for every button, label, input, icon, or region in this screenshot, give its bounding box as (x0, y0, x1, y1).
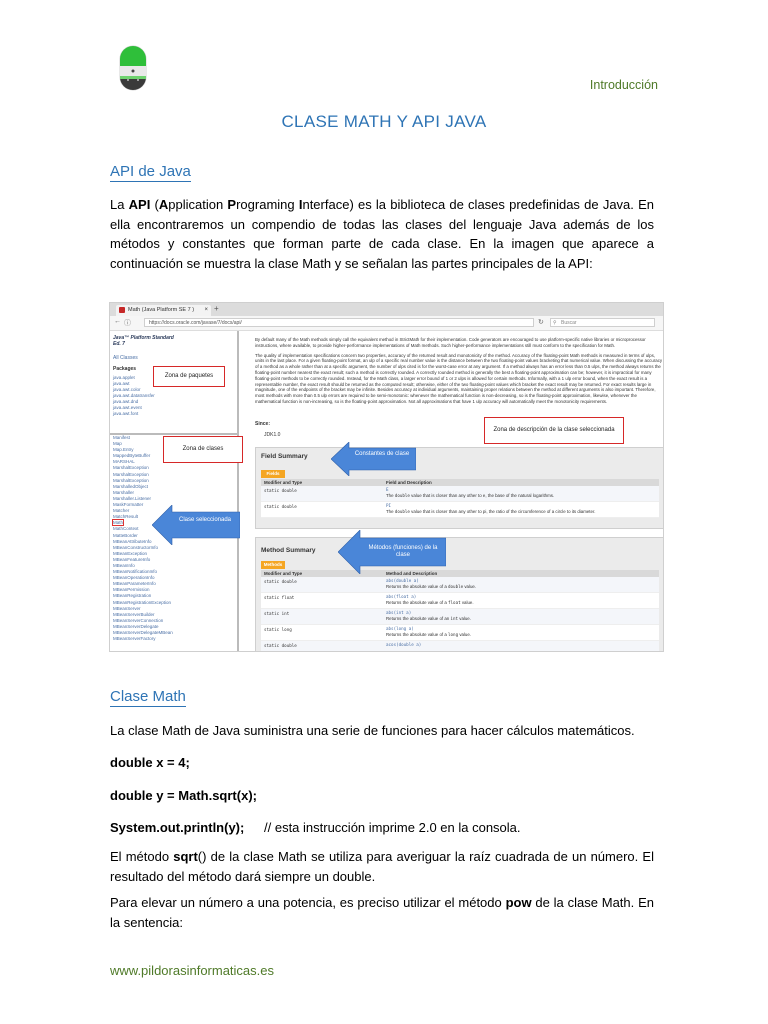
package-link[interactable]: java.awt.font (113, 411, 139, 416)
api-intro-run: A (158, 197, 169, 212)
class-link[interactable]: MBeanServerBuilder (113, 611, 155, 617)
back-arrow-icon[interactable]: ← (114, 318, 121, 325)
method-description-text: value. (458, 631, 472, 637)
method-description-type: int (450, 615, 459, 621)
class-link[interactable]: MatchResult (113, 514, 139, 520)
api-intro-run: ( (150, 197, 159, 212)
method-summary-section (255, 537, 664, 652)
method-col-desc: Method and Description (386, 571, 438, 576)
description-paragraph-2: The quality of implementation specifications concern two properties, accuracy of the returned result and monotonicity of the method. Accuracy of the floating-point Math methods is measured in terms of ulps, units in the last place. For a given floating-point format, an ulp of a specific real number value is the distance between the two floating-point values bracketing that numerical value. When discussing the accuracy of a method as a whole rather than at a specific argument, the number of ulps cited is for the worst-case error at any argument. If a method always has an error less than 0.5 ulps, the method always returns the floating-point number nearest the exact result; such a method is correctly rounded. A correctly rounded method is generally the best a floating-point approximation can be; however, it is impractical for many floating-point methods to be correctly rounded. Instead, for the Math class, a larger error bound of 1 or 2 ulps is allowed for certain methods. Informally, with a 1 ulp error bound, when the exact result is a representable number, the exact result should be returned as the computed result; otherwise, either of the two floating-point values which bracket the exact result may be returned. For exact results large in magnitude, one of the endpoints of the bracket may be infinite. Besides accuracy at individual arguments, maintaining proper relations between the method at different arguments is also important. Therefore, most methods with more than 0.5 ulp errors are required to be semi-monotonic: whenever the mathematical function is non-decreasing, so is the floating-point approximation, likewise, whenever the mathematical function is non-increasing, so is the floating-point approximation. Not all approximations that have 1 ulp accuracy will automatically meet the monotonicity requirements. (255, 352, 663, 404)
method-row (261, 577, 659, 593)
metodos-callout-label: Métodos (funciones) de la clase (368, 545, 438, 558)
zona-paquetes-annotation: Zona de paquetes (153, 366, 225, 387)
method-name-link[interactable]: abs(long a) (386, 626, 414, 631)
field-description-type: double (394, 508, 410, 514)
sqrt-run: () de la clase Math se utiliza para averiguar la raíz cuadrada de un número. El resultado del método dará siempre un double. (110, 849, 654, 884)
method-type: static double (264, 579, 297, 584)
pow-paragraph (110, 893, 654, 932)
left-arrow-icon (331, 442, 416, 476)
class-link[interactable]: MBeanException (113, 550, 148, 556)
field-col-type: Modifier and Type (264, 480, 303, 485)
api-intro-run: pplication (168, 197, 228, 212)
packages-heading: Packages (113, 366, 137, 372)
method-row (261, 641, 659, 652)
class-link[interactable]: MBeanPermission (113, 587, 150, 593)
api-intro-run: La (110, 197, 129, 212)
class-link[interactable]: MarshalException (113, 471, 149, 477)
package-list (113, 375, 155, 417)
method-type: static double (264, 643, 297, 648)
pow-run: de la clase Math. En la sentencia: (110, 895, 654, 930)
method-type: static int (264, 611, 290, 616)
method-description-text: Returns the absolute value of a (386, 583, 448, 589)
method-summary-title: Method Summary (261, 547, 316, 554)
class-link[interactable]: MBeanOperationInfo (113, 575, 155, 581)
left-arrow-icon (152, 505, 240, 545)
method-row (261, 609, 659, 625)
pow-run: pow (505, 895, 532, 910)
class-link-math-selected[interactable]: Math (113, 520, 124, 526)
api-intro-paragraph (110, 195, 654, 273)
field-type: static double (264, 488, 297, 493)
sqrt-run: sqrt (173, 849, 198, 864)
java-platform-header: Java™ Platform Standard Ed. 7 (113, 335, 174, 347)
method-type: static float (264, 595, 295, 600)
browser-tabbar (110, 303, 663, 316)
method-description-type: float (448, 599, 461, 605)
field-summary-section (255, 447, 664, 529)
method-description (386, 632, 656, 638)
method-description-type: double (448, 583, 464, 589)
package-link[interactable]: java.applet (113, 375, 135, 380)
field-description (386, 509, 656, 515)
package-link[interactable]: java.awt.dnd (113, 399, 139, 404)
method-row (261, 625, 659, 641)
class-link[interactable]: MBeanInfo (113, 562, 135, 568)
method-row (261, 593, 659, 609)
class-link[interactable]: MBeanRegistration (113, 593, 152, 599)
code-line-1: double x = 4; (110, 755, 190, 770)
constantes-callout (331, 442, 416, 476)
clase-seleccionada-callout-label: Clase seleccionada (178, 517, 232, 523)
class-link[interactable]: MatteBorder (113, 532, 138, 538)
info-icon[interactable]: ⓘ (124, 320, 131, 327)
class-link[interactable]: MBeanServer (113, 605, 141, 611)
header-section-label: Introducción (589, 78, 658, 92)
zona-clases-annotation: Zona de clases (163, 436, 243, 463)
pildoras-logo-icon (117, 44, 149, 92)
browser-tab[interactable] (116, 305, 211, 316)
field-summary-title: Field Summary (261, 453, 308, 460)
class-link[interactable]: MarshalException (113, 477, 149, 483)
class-description (255, 337, 663, 405)
class-link[interactable]: MBeanServerDelegateMBean (113, 630, 173, 635)
document-title: CLASE MATH Y API JAVA (281, 112, 487, 131)
class-link[interactable]: Map (113, 441, 122, 447)
method-name-link[interactable]: acos(double a) (386, 642, 422, 647)
reload-icon[interactable]: ↻ (538, 319, 544, 326)
field-description-text: The (386, 508, 395, 514)
class-link[interactable]: Marshaller.Listener (113, 495, 152, 501)
method-description-text: value. (460, 599, 474, 605)
method-description-text: Returns the absolute value of an (386, 615, 451, 621)
api-intro-run: I (298, 197, 303, 212)
field-description-text: The (386, 492, 395, 498)
footer-website-link[interactable]: www.pildorasinformaticas.es (110, 963, 275, 978)
sqrt-run: El método (110, 849, 174, 864)
package-link[interactable]: java.awt.color (113, 387, 141, 392)
field-name-link[interactable]: E (386, 487, 389, 492)
description-paragraph-1: By default many of the Math methods simply call the equivalent method in StrictMath for their implementation. Code generators are encouraged to use platform-specific native libraries or microprocessor instructions, where available, to provide higher-performance implementations of Math methods. Such higher-performance implementations still must conform to the specification for Math. (255, 337, 646, 348)
package-link[interactable]: java.awt.event (113, 405, 142, 410)
math-section-heading: Clase Math (110, 688, 186, 705)
method-col-type: Modifier and Type (264, 571, 303, 576)
all-classes-link[interactable]: All Classes (113, 355, 138, 361)
method-name-link[interactable]: abs(double a) (386, 578, 419, 583)
field-description-text: value that is closer than any other to pi, the ratio of the circumference of a circle to its diameter. (409, 508, 596, 514)
package-link[interactable]: java.awt (113, 381, 130, 386)
class-link[interactable]: MBeanAttributeInfo (113, 538, 152, 544)
pow-run: Para elevar un número a una potencia, es preciso utilizar el método (110, 895, 506, 910)
api-intro-run: rograming (236, 197, 299, 212)
class-link[interactable]: MappedByteBuffer (113, 453, 151, 459)
close-icon[interactable]: × (204, 307, 208, 313)
url-input[interactable]: https://docs.oracle.com/javase/7/docs/api/ (144, 318, 534, 327)
method-description-text: value. (463, 583, 477, 589)
method-description (386, 584, 656, 590)
method-description (386, 600, 656, 606)
metodos-callout (338, 530, 446, 574)
code-line-3: System.out.println(y); (110, 820, 245, 835)
method-description-text: value. (458, 615, 471, 621)
method-description-type: long (448, 631, 459, 637)
class-link[interactable]: Manifest (113, 435, 131, 440)
class-link[interactable]: MBeanConstructorInfo (113, 544, 159, 550)
browser-urlbar (110, 316, 663, 331)
java-favicon-icon (119, 307, 125, 313)
field-description-text: value that is closer than any other to e, the base of the natural logarithms. (409, 492, 555, 498)
class-link[interactable]: Marshaller (113, 489, 135, 495)
class-link[interactable]: MBeanRegistrationException (113, 599, 172, 605)
method-type: static long (264, 627, 292, 632)
class-link[interactable]: MBeanFeatureInfo (113, 556, 151, 562)
api-intro-run: nterface) es la biblioteca de clases predefinidas de Java. En ella encontraremos un compendio de todas las clases del lenguaje Java además de los métodos y constantes que forman parte de cada clase. En la imagen que aparece a continuación se muestra la clase Math y se señalan las partes principales de la API: (110, 197, 654, 271)
constantes-callout-label: Constantes de clase (354, 451, 410, 457)
field-description-type: double (394, 492, 410, 498)
class-link[interactable]: MBeanServerFactory (113, 636, 156, 642)
class-link[interactable]: MarshalledObject (113, 483, 149, 489)
field-row (261, 486, 659, 502)
methods-tab[interactable]: Methods (261, 561, 285, 569)
since-label: Since: (255, 421, 271, 427)
search-input[interactable] (550, 318, 655, 327)
method-description-text: Returns the absolute value of a (386, 599, 448, 605)
class-link[interactable]: MaskFormatter (113, 502, 144, 508)
field-type: static double (264, 504, 297, 509)
method-description-text: Returns the absolute value of a (386, 631, 448, 637)
new-tab-icon[interactable]: + (214, 304, 219, 313)
field-col-desc: Field and Description (386, 480, 432, 485)
code-line-3-comment: // esta instrucción imprime 2.0 en la consola. (264, 820, 521, 835)
method-table (261, 570, 659, 652)
zona-descripcion-annotation: Zona de descripción de la clase seleccionada (484, 417, 624, 444)
class-link[interactable]: MBeanParameterInfo (113, 581, 156, 587)
field-table-header (261, 479, 659, 486)
api-main-panel (239, 331, 663, 651)
math-intro-paragraph: La clase Math de Java suministra una serie de funciones para hacer cálculos matemáticos. (110, 723, 635, 738)
method-table-header (261, 570, 659, 577)
fields-tab[interactable]: Fields (261, 470, 285, 478)
method-description (386, 616, 656, 622)
search-icon: ⚲ (553, 320, 557, 326)
search-placeholder: Buscar (561, 320, 577, 326)
method-name-link[interactable]: abs(float a) (386, 594, 417, 599)
code-line-2: double y = Math.sqrt(x); (110, 788, 257, 803)
sqrt-paragraph (110, 847, 654, 886)
class-link[interactable]: MBeanNotificationInfo (113, 569, 158, 575)
class-link[interactable]: MarshalException (113, 465, 149, 471)
field-name-link[interactable]: PI (386, 503, 392, 508)
api-section-heading: API de Java (110, 163, 191, 180)
field-row (261, 502, 659, 518)
api-intro-run: API (128, 197, 151, 212)
method-name-link[interactable]: abs(int a) (386, 610, 412, 615)
class-link[interactable]: MARSHAL (113, 459, 135, 465)
class-link[interactable]: Map.Entry (113, 447, 134, 453)
class-link[interactable]: MBeanServerDelegate (113, 623, 159, 629)
api-screenshot (109, 302, 664, 652)
api-intro-run: P (227, 197, 237, 212)
class-link[interactable]: MBeanServerConnection (113, 617, 164, 623)
since-value: JDK1.0 (264, 432, 281, 438)
clase-seleccionada-callout (152, 505, 240, 545)
class-link[interactable]: Matcher (113, 508, 130, 514)
package-link[interactable]: java.awt.datatransfer (113, 393, 155, 398)
browser-tab-title: Math (Java Platform SE 7 ) (128, 307, 195, 313)
class-link[interactable]: MathContext (113, 526, 139, 532)
field-table (261, 479, 659, 518)
field-description (386, 493, 656, 499)
